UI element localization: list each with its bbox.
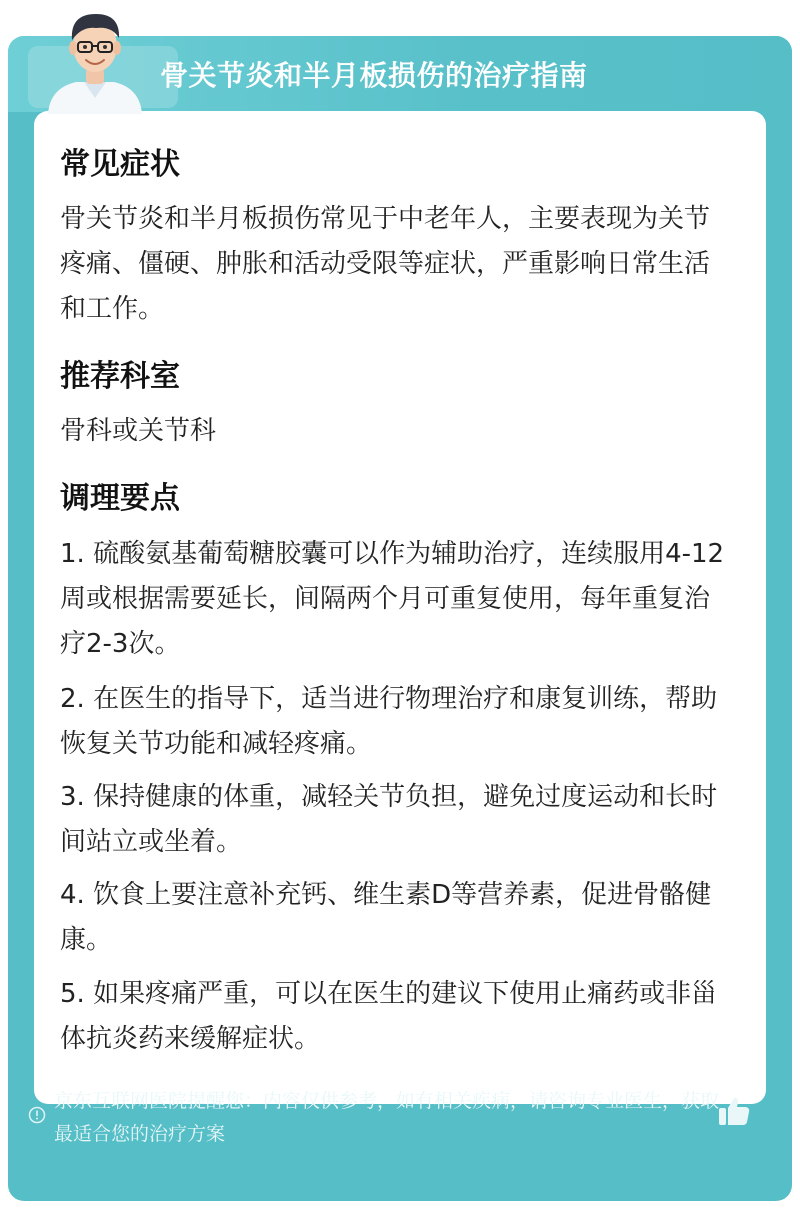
- page-title: 骨关节炎和半月板损伤的治疗指南: [160, 59, 588, 92]
- disclaimer-note: 京东互联网医院提醒您：内容仅供参考，如有相关疾病，请咨询专业医生，获取最适合您的治疗方案: [54, 1090, 720, 1145]
- care-item: 5. 如果疼痛严重，可以在医生的建议下使用止痛药或非甾体抗炎药来缓解症状。: [60, 979, 718, 1054]
- info-icon: [28, 1106, 46, 1124]
- symptoms-text: 骨关节炎和半月板损伤常见于中老年人，主要表现为关节疼痛、僵硬、肿胀和活动受限等症状，严重影响日常生活和工作。: [60, 204, 711, 324]
- care-item: 4. 饮食上要注意补充钙、维生素D等营养素，促进骨骼健康。: [60, 880, 712, 955]
- content-panel: [34, 111, 766, 1104]
- department-heading: 推荐科室: [60, 359, 180, 394]
- symptoms-heading: 常见症状: [60, 147, 180, 182]
- doctor-avatar: [40, 6, 150, 114]
- guide-card: [8, 36, 792, 1201]
- care-item: 3. 保持健康的体重，减轻关节负担，避免过度运动和长时间站立或坐着。: [60, 782, 718, 857]
- department-text: 骨科或关节科: [60, 416, 217, 446]
- care-item: 2. 在医生的指导下，适当进行物理治疗和康复训练，帮助恢复关节功能和减轻疼痛。: [60, 684, 718, 759]
- care-item: 1. 硫酸氨基葡萄糖胶囊可以作为辅助治疗，连续服用4-12周或根据需要延长，间隔两个月可重复使用，每年重复治疗2-3次。: [60, 539, 725, 659]
- care-heading: 调理要点: [60, 481, 180, 516]
- thumbs-up-icon[interactable]: [716, 1093, 752, 1129]
